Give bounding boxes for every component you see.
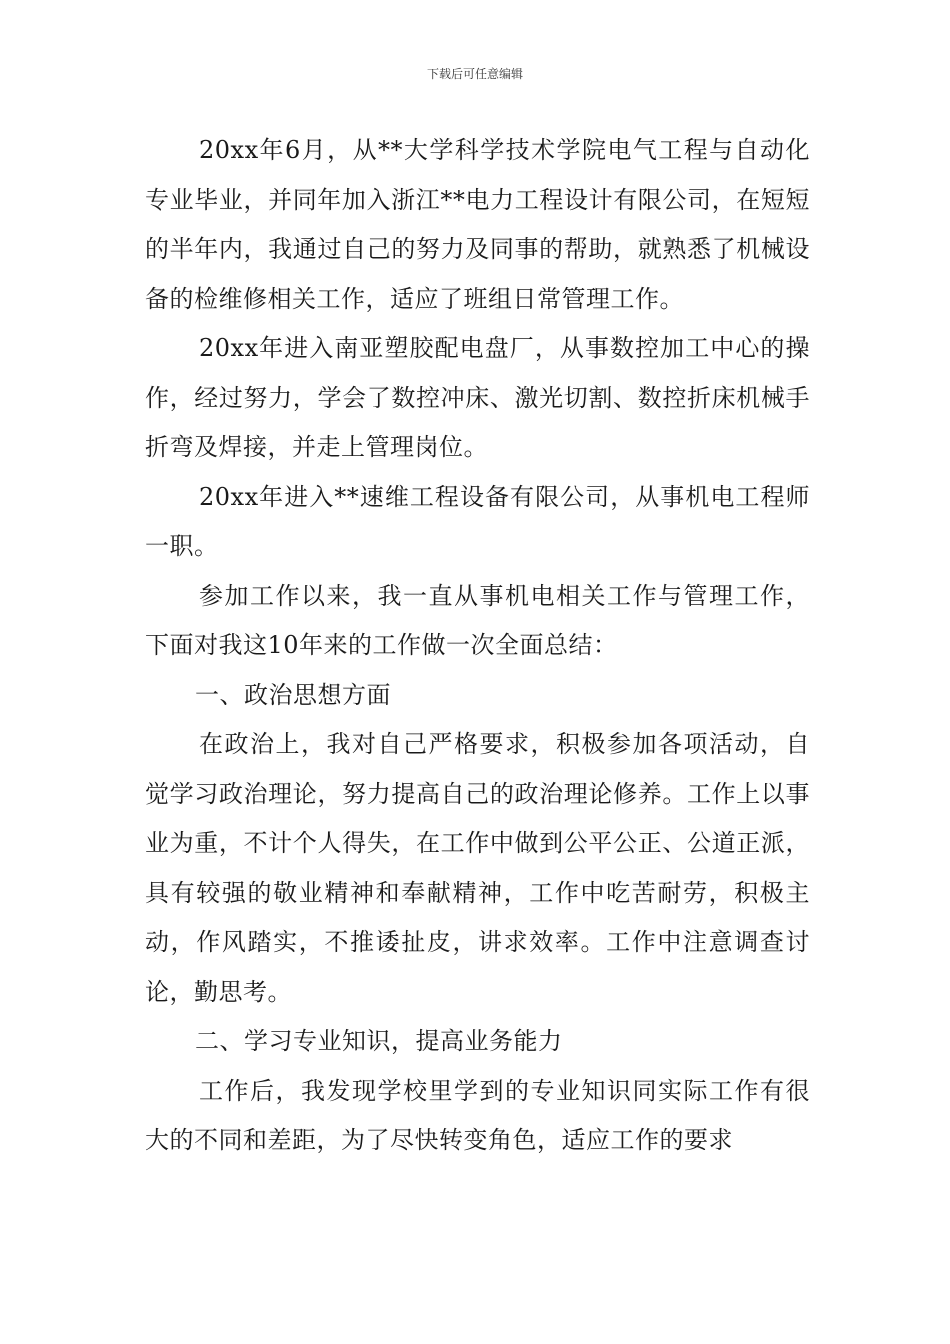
paragraph-graduation: 20xx年6月，从**大学科学技术学院电气工程与自动化专业毕业，并同年加入浙江**电力工程设计有限公司，在短短的半年内，我通过自己的努力及同事的帮助，就熟悉了机械设备的检维修相关工作，适应了班组日常管理工作。 [145, 136, 810, 313]
page-header: 下载后可任意编辑 [426, 67, 523, 81]
paragraph-nanya-factory: 20xx年进入南亚塑胶配电盘厂，从事数控加工中心的操作，经过努力，学会了数控冲床、激光切割、数控折床机械手折弯及焊接，并走上管理岗位。 [145, 334, 810, 461]
section-heading-professional: 二、学习专业知识，提高业务能力 [195, 1027, 563, 1055]
paragraph-political: 在政治上，我对自己严格要求，积极参加各项活动，自觉学习政治理论，努力提高自己的政治理论修养。工作上以事业为重，不计个人得失，在工作中做到公平公正、公道正派，具有较强的敬业精神和奉献精神，工作中吃苦耐劳，积极主动，作风踏实，不推诿扯皮，讲求效率。工作中注意调查讨论，勤思考。 [145, 730, 810, 1006]
document-body [145, 126, 810, 1166]
paragraph-suwei-company: 20xx年进入**速维工程设备有限公司，从事机电工程师一职。 [145, 482, 810, 560]
paragraph-summary-intro: 参加工作以来，我一直从事机电相关工作与管理工作，下面对我这10年来的工作做一次全面总结： [145, 581, 810, 659]
section-heading-political: 一、政治思想方面 [195, 680, 391, 709]
paragraph-professional: 工作后，我发现学校里学到的专业知识同实际工作有很大的不同和差距，为了尽快转变角色，适应工作的要求 [145, 1076, 810, 1154]
